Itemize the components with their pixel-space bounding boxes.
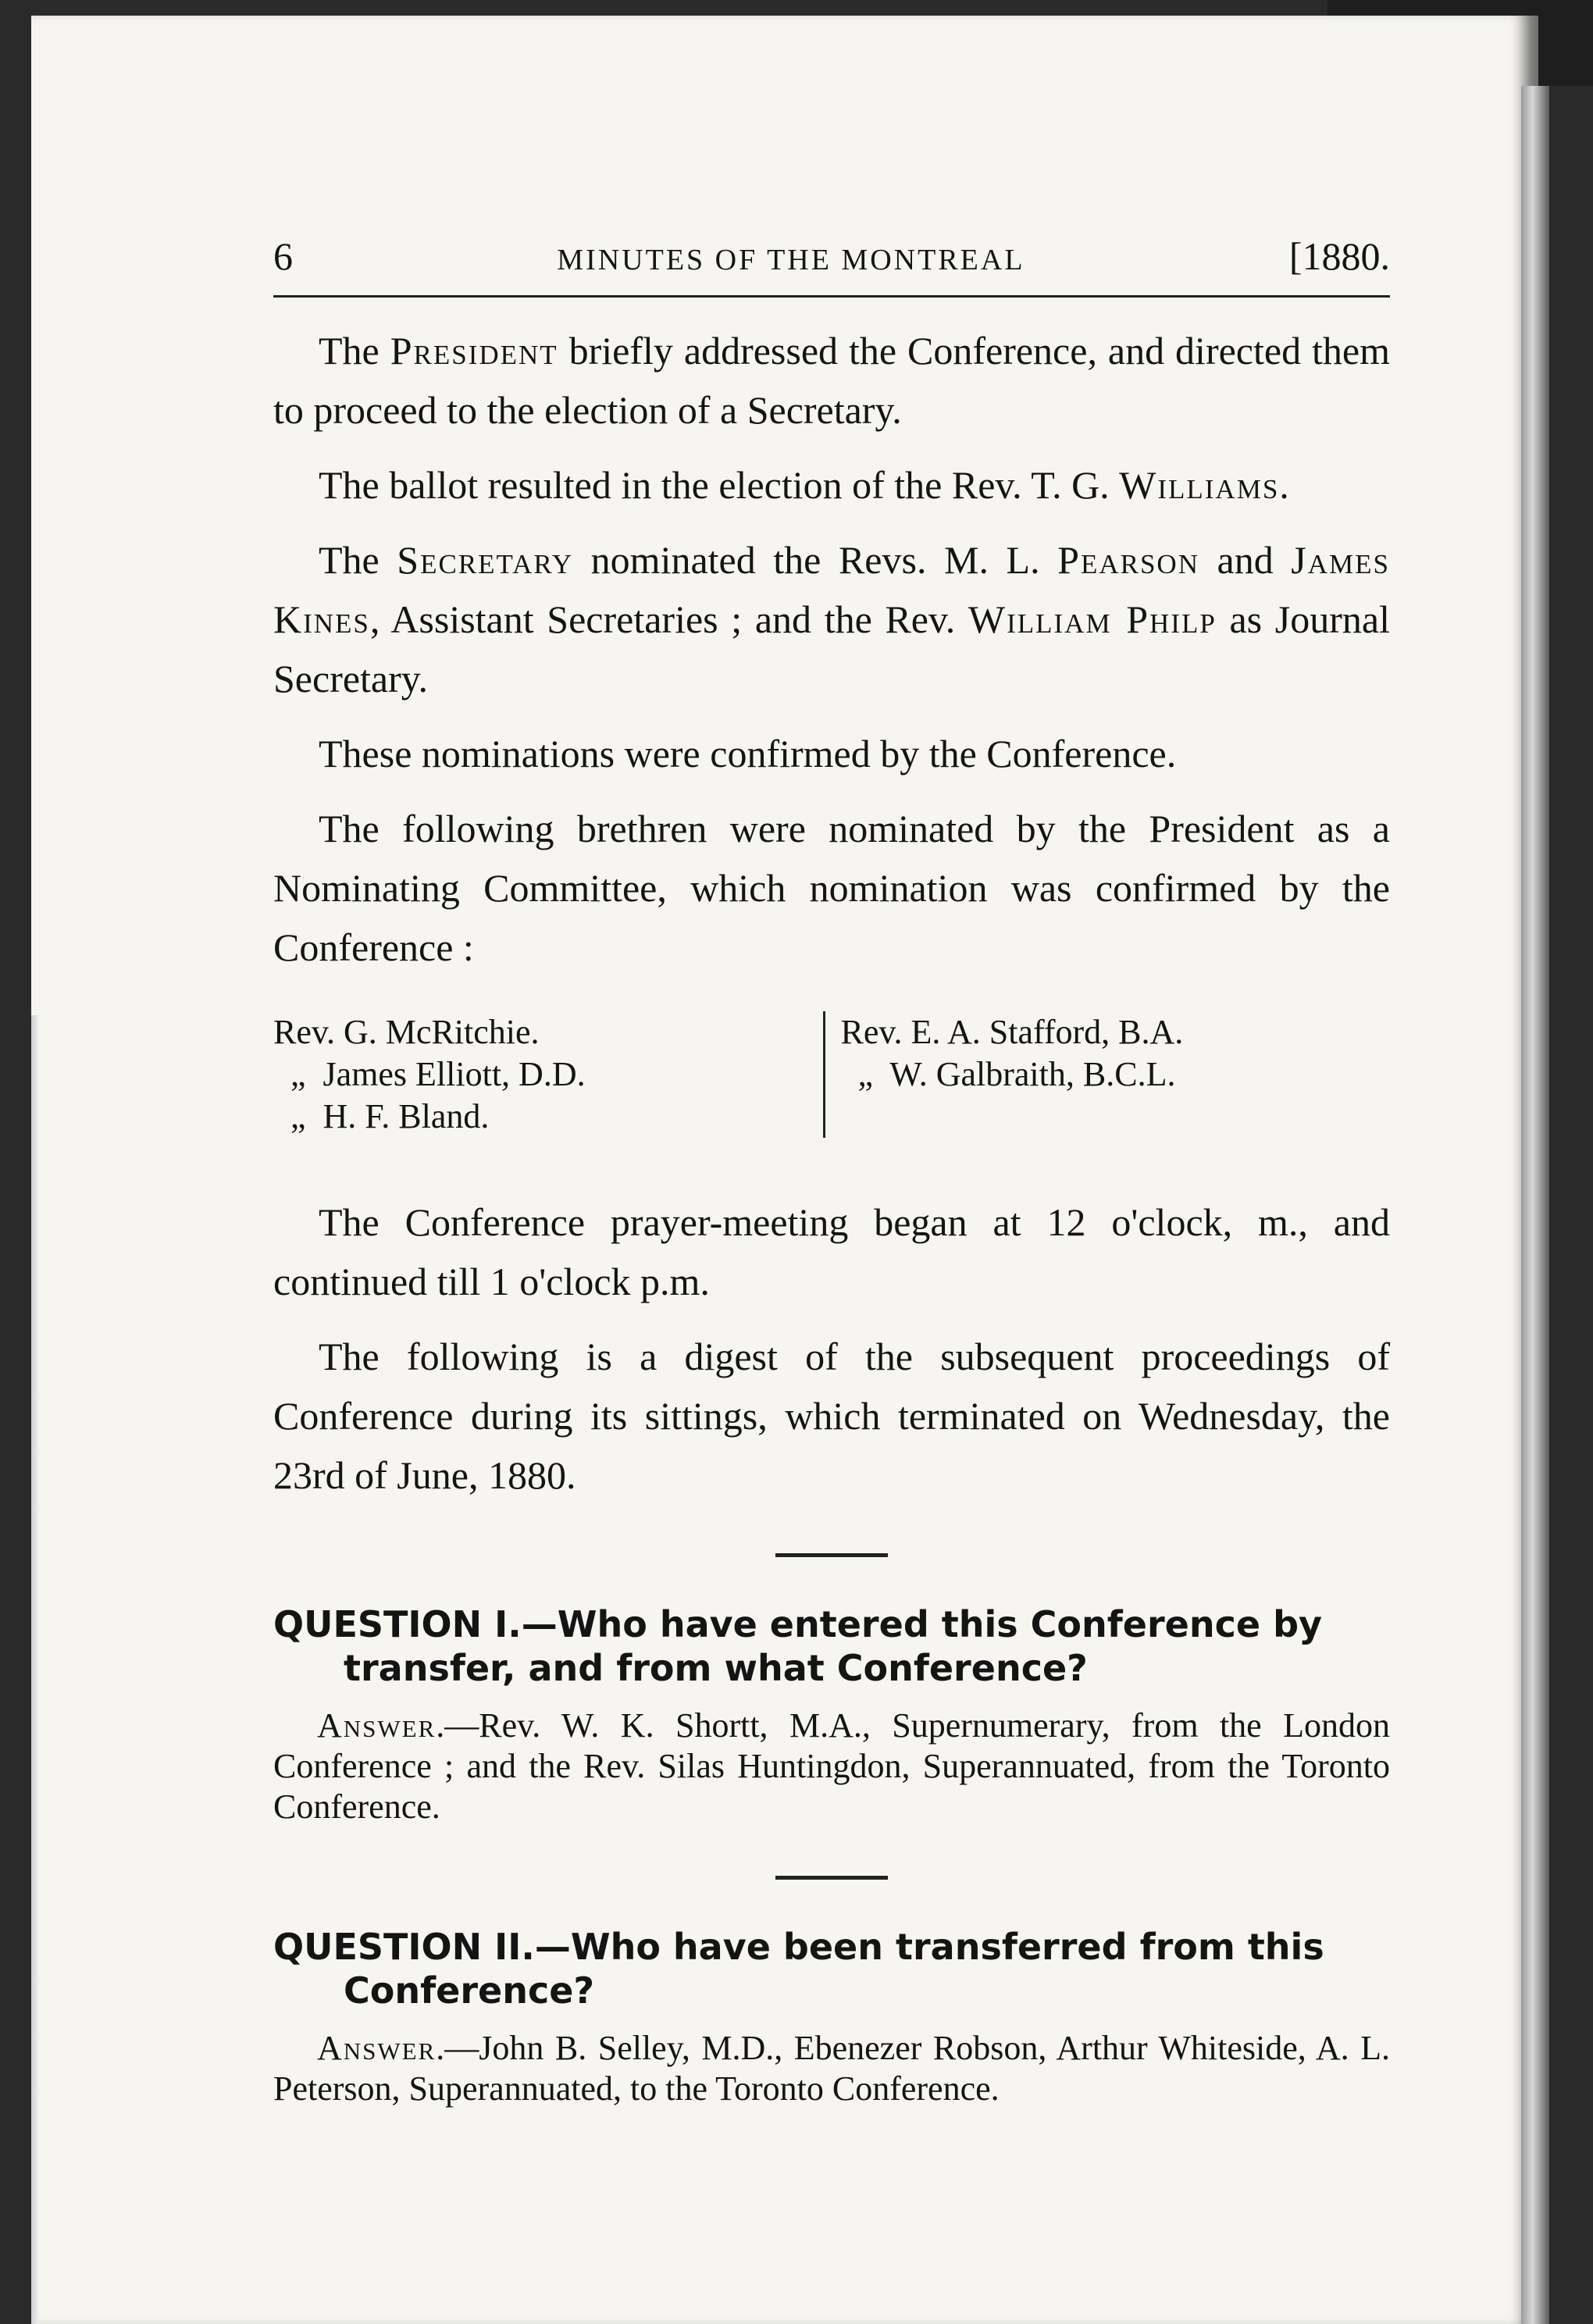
name-president: President [390, 329, 558, 372]
section-divider [775, 1876, 888, 1880]
committee-member: Rev. E. A. Stafford, B.A. [840, 1013, 1184, 1051]
answer-paragraph [273, 1706, 1390, 1827]
paragraph-prayer-meeting: The Conference prayer-meeting began at 12 o'clock, m., and continued till 1 o'clock p.m. [273, 1200, 1390, 1303]
committee-column-left [273, 1011, 823, 1138]
text-run: . [1279, 463, 1289, 507]
text-run: nominated the Revs. M. L. [573, 538, 1058, 582]
paragraph-secretary [273, 530, 1390, 708]
committee-member: „ W. Galbraith, B.C.L. [840, 1055, 1176, 1093]
section-divider [775, 1553, 888, 1557]
paragraph-nominating-committee: The following brethren were nominated by the President as a Nominating Committee, which nomination was confirmed by the Conference : [273, 807, 1390, 969]
committee-member: „ James Elliott, D.D. [273, 1055, 586, 1093]
committee-member: Rev. G. McRitchie. [273, 1013, 540, 1051]
answer-text: .—John B. Selley, M.D., Ebenezer Robson, Arthur Whiteside, A. L. Peterson, Superannuated, to the Toronto Conference. [273, 2029, 1390, 2108]
running-header [273, 226, 1390, 289]
text-run: as Journal Secretary. [273, 597, 1390, 700]
question-heading: QUESTION I.—Who have entered this Conference by transfer, and from what Conference? [273, 1603, 1323, 1689]
text-run: , Assistant Secretaries ; and the Rev. [369, 597, 968, 641]
text-run: briefly addressed the Conference, and directed them to proceed to the election of a Secretary. [273, 329, 1391, 432]
committee-member: „ H. F. Bland. [273, 1097, 490, 1135]
name-secretary: Secretary [397, 538, 574, 582]
text-run: The [319, 329, 390, 372]
page-number: 6 [273, 234, 293, 278]
question-heading: QUESTION II.—Who have been transferred from this Conference? [273, 1926, 1324, 2012]
header-year: [1880. [1288, 234, 1390, 278]
paragraph-confirmed: These nominations were confirmed by the Conference. [319, 732, 1177, 775]
text-run: The ballot resulted in the election of the Rev. T. G. [319, 463, 1120, 507]
paragraph-digest: The following is a digest of the subsequent proceedings of Conference during its sittings, which terminated on Wednesday, the 23rd of June, 1880. [273, 1335, 1390, 1497]
page-left-edge [31, 1015, 39, 2324]
paragraph-ballot [273, 455, 1390, 515]
answer-paragraph [273, 2028, 1390, 2109]
answer-label: Answer [317, 2029, 437, 2067]
answer-text: .—Rev. W. K. Shortt, M.A., Supernumerary, from the London Conference ; and the Rev. Silas Huntingdon, Superannuated, from the Toronto Conference. [273, 1706, 1390, 1826]
running-title: MINUTES OF THE MONTREAL [557, 244, 1025, 276]
text-run: and [1199, 538, 1292, 582]
paragraph-president [273, 321, 1390, 440]
answer-label: Answer [317, 1706, 437, 1745]
name-williams: Williams [1119, 463, 1280, 507]
name-pearson: Pearson [1057, 538, 1199, 582]
header-rule [273, 295, 1390, 298]
text-run: The [319, 538, 397, 582]
name-james-kines: James Kines [273, 538, 1390, 641]
name-william-philp: William Philp [968, 597, 1217, 641]
page-edge-shadow [1521, 86, 1549, 2324]
committee-column-right [823, 1011, 1391, 1138]
committee-list [273, 1011, 1390, 1138]
page-text [273, 226, 1390, 2125]
